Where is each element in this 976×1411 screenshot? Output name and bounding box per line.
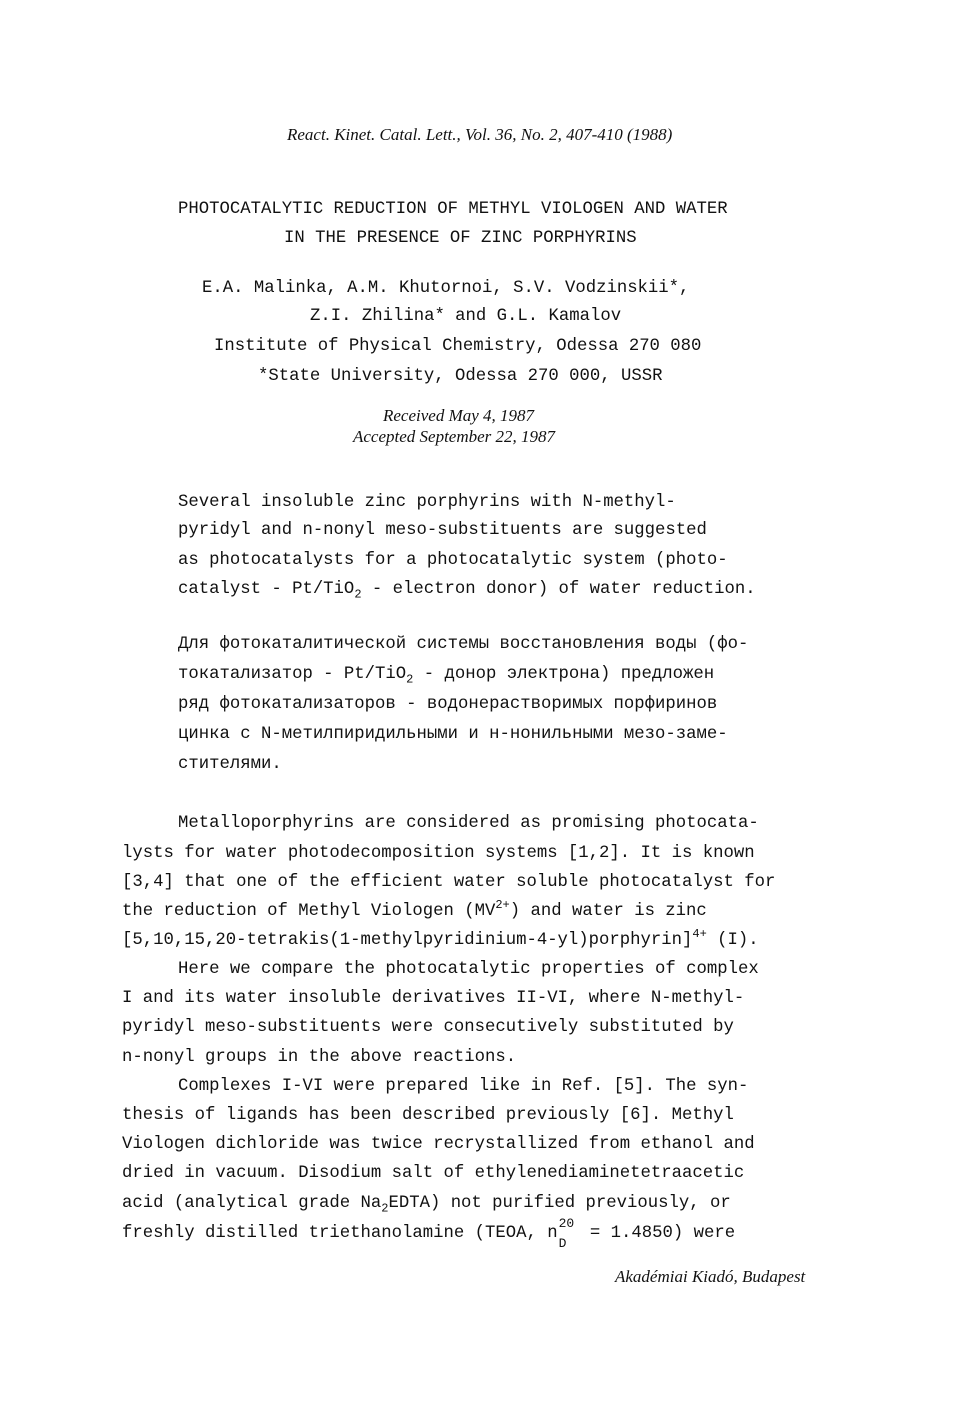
authors-line-2: Z.I. Zhilina* and G.L. Kamalov (310, 307, 622, 326)
abstract-en-line: Several insoluble zinc porphyrins with N-methyl- (178, 493, 676, 512)
title-line-2: IN THE PRESENCE OF ZINC PORPHYRINS (284, 229, 637, 248)
accepted-date: Accepted September 22, 1987 (353, 427, 556, 446)
title-line-1: PHOTOCATALYTIC REDUCTION OF METHYL VIOLOGEN AND WATER (178, 200, 728, 219)
body-line: Viologen dichloride was twice recrystallized from ethanol and (122, 1135, 755, 1154)
abstract-ru-line (178, 664, 714, 686)
text: freshly distilled triethanolamine (TEOA, n (122, 1224, 558, 1243)
index-stack (558, 1216, 580, 1251)
body-line (122, 1216, 736, 1251)
text: the reduction of Methyl Viologen (MV (122, 902, 496, 921)
affiliation-line-1: Institute of Physical Chemistry, Odessa 270 080 (214, 337, 702, 356)
text: catalyst - Pt/TiO (178, 580, 355, 599)
body-line: I and its water insoluble derivatives II-VI, where N-methyl- (122, 989, 745, 1008)
text: acid (analytical grade Na (122, 1194, 382, 1213)
affiliation-line-2: *State University, Odessa 270 000, USSR (258, 367, 663, 386)
abstract-en-line (178, 579, 756, 601)
text: токатализатор - Pt/TiO (178, 665, 407, 684)
received-date: Received May 4, 1987 (383, 406, 535, 425)
superscript: 20 (558, 1216, 575, 1231)
citation: React. Kinet. Catal. Lett., Vol. 36, No. 2, 407-410 (1988) (287, 125, 673, 144)
body-line: pyridyl meso-substituents were consecutively substituted by (122, 1018, 734, 1037)
text: = 1.4850) were (579, 1224, 736, 1243)
body-line: Here we compare the photocatalytic properties of complex (178, 960, 759, 979)
text: EDTA) not purified previously, or (388, 1194, 731, 1213)
superscript: 2+ (495, 898, 510, 913)
abstract-ru-line: стителями. (178, 755, 282, 774)
body-line (122, 898, 707, 923)
body-line: lysts for water photodecomposition systems [1,2]. It is known (122, 844, 755, 863)
body-line: thesis of ligands has been described previously [6]. Methyl (122, 1106, 734, 1125)
body-line: Metalloporphyrins are considered as promising photocata- (178, 814, 759, 833)
publisher: Akadémiai Kiadó, Budapest (615, 1267, 806, 1286)
text: (I). (706, 931, 759, 950)
body-line: Complexes I-VI were prepared like in Ref. [5]. The syn- (178, 1077, 749, 1096)
subscript: 2 (381, 1201, 389, 1216)
body-line: dried in vacuum. Disodium salt of ethylenediaminetetraacetic (122, 1164, 745, 1183)
text: - донор электрона) предложен (413, 665, 715, 684)
authors-line-1: E.A. Malinka, A.M. Khutornoi, S.V. Vodzinskii*, (202, 279, 690, 298)
superscript: 4+ (692, 927, 707, 942)
text: [5,10,15,20-tetrakis(1-methylpyridinium-4-yl)porphyrin] (122, 931, 693, 950)
abstract-en-line: as photocatalysts for a photocatalytic system (photo- (178, 551, 728, 570)
subscript: D (558, 1236, 567, 1251)
text: ) and water is zinc (509, 902, 707, 921)
text: - electron donor) of water reduction. (361, 580, 756, 599)
body-line (122, 927, 759, 952)
subscript: 2 (406, 672, 414, 687)
subscript: 2 (354, 587, 362, 602)
body-line: n-nonyl groups in the above reactions. (122, 1048, 517, 1067)
abstract-ru-line: Для фотокаталитической системы восстановления воды (фо- (178, 635, 749, 654)
body-line (122, 1193, 731, 1215)
abstract-ru-line: ряд фотокатализаторов - водонерастворимых порфиринов (178, 695, 718, 714)
abstract-ru-line: цинка с N-метилпиридильными и н-нонильными мезо-заме- (178, 725, 728, 744)
body-line: [3,4] that one of the efficient water soluble photocatalyst for (122, 873, 776, 892)
abstract-en-line: pyridyl and n-nonyl meso-substituents are suggested (178, 521, 707, 540)
